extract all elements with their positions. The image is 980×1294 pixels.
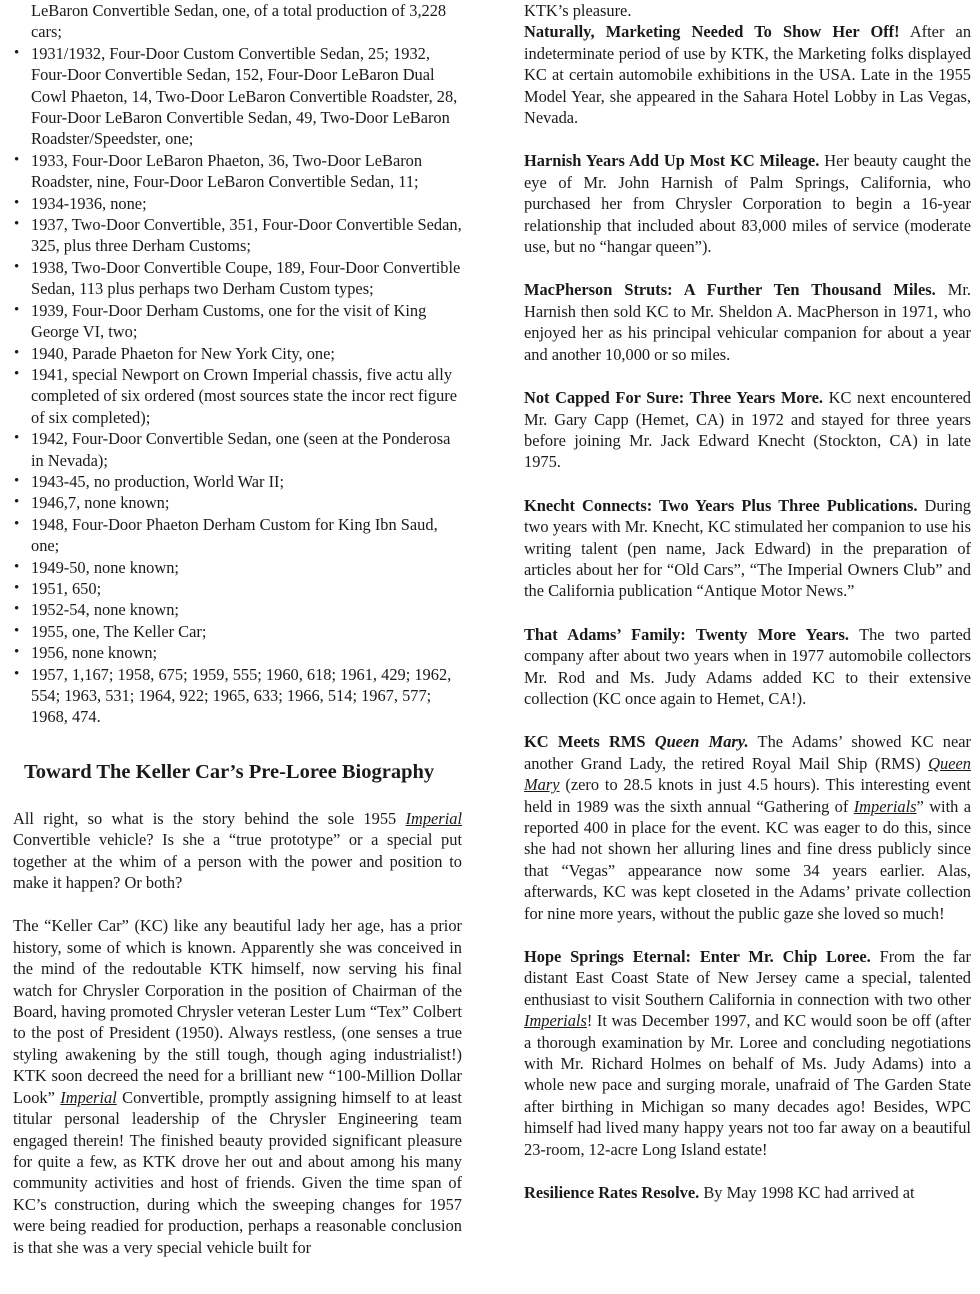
list-item: • 1931/1932, Four-Door Custom Convertible Sedan, 25; 1932, Four-Door Convertible Sedan, 152, Four-Door LeBaron Dual Cowl Phaeton, 14, Two-Door LeBaron Convertible Roadster, 28, Four-Door LeBaron Convertible Sedan, 49, Two-Door LeBaron Roadster/Speedster, one; [13,43,462,150]
list-item: • 1956, none known; [13,642,462,663]
list-item: • 1933, Four-Door LeBaron Phaeton, 36, Two-Door LeBaron Roadster, nine, Four-Door LeBaron Convertible Sedan, 11; [13,150,462,193]
imperial-ref: Imperials [524,1011,587,1031]
list-item: • 1955, one, The Keller Car; [13,621,462,642]
list-item: • 1952-54, none known; [13,599,462,620]
knecht-paragraph: Knecht Connects: Two Years Plus Three Publications. During two years with Mr. Knecht, KC stimulated her companion to use his writing talent (pen name, Jack Edward) in the preparation of articles about her for “Old Cars”, “The Imperial Owners Club” and the California publication “Antique Motor News.” [524,495,971,601]
production-list [13,43,462,728]
harnish-paragraph: Harnish Years Add Up Most KC Mileage. Her beauty caught the eye of Mr. John Harnish of Palm Springs, California, who purchased her from Chrysler Corporation to begin a 16-year relationship that included about 83,000 miles of service (moderate use, but no “hangar queen”). [524,151,971,257]
resilience-paragraph: Resilience Rates Resolve. By May 1998 KC had arrived at [524,1183,915,1203]
adams-paragraph: That Adams’ Family: Twenty More Years. The two parted company after about two years when in 1977 automobile collectors Mr. Rod and Ms. Judy Adams added KC to their extensive collection (KC once again to Hemet, CA!). [524,624,971,708]
macpherson-paragraph: MacPherson Struts: A Further Ten Thousand Miles. Mr. Harnish then sold KC to Mr. Sheldon A. MacPherson in 1971, who enjoyed her as his principal vehicular companion for about a year and another 10,000 or so miles. [524,280,971,364]
list-item: • 1948, Four-Door Phaeton Derham Custom for King Ibn Saud, one; [13,514,462,557]
list-item: • 1951, 650; [13,578,462,599]
list-item: • 1949-50, none known; [13,557,462,578]
queen-mary-paragraph: KC Meets RMS Queen Mary. The Adams’ showed KC near another Grand Lady, the retired Royal Mail Ship (RMS) Queen Mary (zero to 28.5 knots in just 4.5 hours). This interesting event held in 1989 was the sixth annual “Gathering of Imperials” with a reported 400 in place for the event. KC was eager to do this, since she had not shown her alluring lines and fine dress publicly since that “Vegas” appearance now some 34 years earlier. Alas, afterwards, KC was kept closeted in the Adams’ private collection for nine more years, without the public gaze she loved so much! [524,732,971,923]
list-item: • 1940, Parade Phaeton for New York City, one; [13,343,462,364]
list-item: • 1942, Four-Door Convertible Sedan, one (seen at the Ponderosa in Nevada); [13,428,462,471]
list-item: • 1941, special Newport on Crown Imperial chassis, five actu ally completed of six ordered (most sources state the incor rect figure of six completed); [13,364,462,428]
intro-paragraph: All right, so what is the story behind the sole 1955 Imperial Convertible vehicle? Is she a “true prototype” or a special put together at the whim of a person with the power and position to make it happen? Or both? [13,808,462,893]
left-column [13,0,462,1258]
list-item: • 1943-45, no production, World War II; [13,471,462,492]
carryover-text: KTK’s pleasure. [524,1,632,20]
carryover-line: LeBaron Convertible Sedan, one, of a total production of 3,228 cars; [31,1,447,42]
list-item: • 1946,7, none known; [13,492,462,513]
marketing-paragraph: Naturally, Marketing Needed To Show Her Off! After an indeterminate period of use by KTK, the Marketing folks displayed KC at certain automobile exhibitions in the USA. Late in the 1955 Model Year, she appeared in the Sahara Hotel Lobby in Las Vegas, Nevada. [524,22,972,128]
imperial-ref: Imperial [405,808,462,828]
imperial-ref: Imperials [853,796,917,816]
list-item: • 1937, Two-Door Convertible, 351, Four-Door Convertible Sedan, 325, plus three Derham Customs; [13,214,462,257]
right-column [524,0,971,1226]
section-heading: Toward The Keller Car’s Pre-Loree Biography [24,760,435,783]
queen-mary-ref: Queen Mary [524,753,971,795]
imperial-ref: Imperial [60,1087,117,1107]
list-item: • 1939, Four-Door Derham Customs, one for the visit of King George VI, two; [13,300,462,343]
loree-paragraph: Hope Springs Eternal: Enter Mr. Chip Loree. From the far distant East Coast State of New Jersey came a special, talented enthusiast to visit Southern California in connection with two other Imperials! It was December 1997, and KC would soon be off (after a thorough examination by Mr. Loree and concluding negotiations with Mr. Richard Holmes on behalf of Ms. Judy Adams) into a whole new pace and surging morale, unafraid of The Garden State after birthing in Michigan so many decades ago! Besides, WPC himself had lived many happy years not too far away on a beautiful 23-room, 12-acre Long Island estate! [524,947,971,1159]
list-item: • 1934-1936, none; [13,193,462,214]
list-item: • 1938, Two-Door Convertible Coupe, 189, Four-Door Convertible Sedan, 113 plus perhaps two Derham Custom types; [13,257,462,300]
keller-car-paragraph: The “Keller Car” (KC) like any beautiful lady her age, has a prior history, some of which is known. Apparently she was conceived in the mind of the redoutable KTK himself, now serving his final watch for Chrysler Corporation in the position of Chairman of the Board, having promoted Chrysler veteran Lester Lum “Tex” Colbert to the post of President (1950). Always restless, (one senses a true styling awakening by the still tough, though aging industrialist!) KTK soon decreed the need for a brilliant new “100-Million Dollar Look” Imperial Convertible, promptly assigning himself to at least titular personal leadership of the Chrysler Engineering team engaged therein! The finished beauty provided significant pleasure for quite a few, as KTK drove her out and about among his many community activities and host of friends. Given the time span of KC’s construction, during which the sweeping changes for 1957 were being readied for production, perhaps a reasonable conclusion is that she was a very special vehicle built for [13,916,462,1257]
list-item: • 1957, 1,167; 1958, 675; 1959, 555; 1960, 618; 1961, 429; 1962, 554; 1963, 531; 1964, 922; 1965, 633; 1966, 514; 1967, 577; 1968, 474. [13,664,462,728]
capp-paragraph: Not Capped For Sure: Three Years More. KC next encountered Mr. Gary Capp (Hemet, CA) in 1972 and stayed for three years before joining Mr. Jack Edward Knecht (Stockton, CA) in late 1975. [524,388,971,472]
